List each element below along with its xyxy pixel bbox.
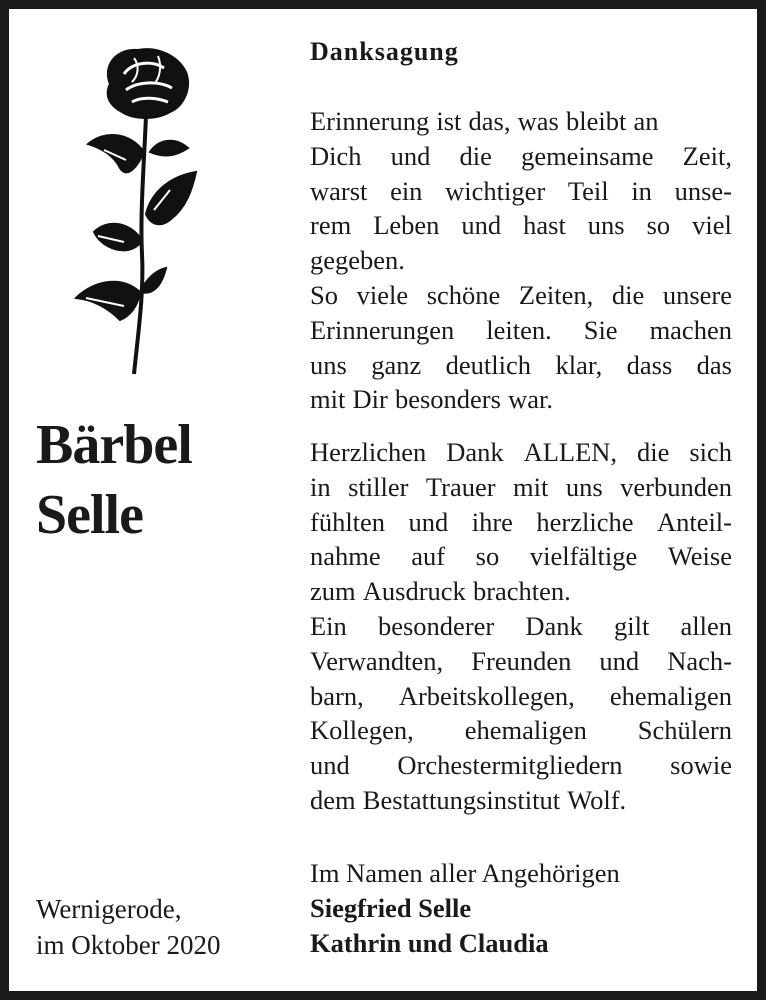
p2-line: zum Ausdruck brachten. <box>310 576 571 607</box>
rose-icon <box>74 44 198 376</box>
p1-line: mit Dir besonders war. <box>310 384 553 415</box>
p1-line: Dich und die gemeinsame Zeit, <box>310 140 732 171</box>
p1-line: uns ganz deutlich klar, dass das <box>310 349 732 380</box>
p1-line: So viele schöne Zeiten, die unsere <box>310 279 732 310</box>
paragraph-remembrance <box>310 104 732 417</box>
place-date <box>36 891 220 963</box>
p2-line: dem Bestattungsinstitut Wolf. <box>310 784 627 815</box>
date-line: im Oktober 2020 <box>36 930 221 960</box>
signature-name-2: Kathrin und Claudia <box>310 928 549 958</box>
deceased-first-name: Bärbel <box>36 414 192 476</box>
deceased-name <box>36 410 192 550</box>
p1-line: Erinnerungen leiten. Sie machen <box>310 314 732 345</box>
p2-line: fühlten und ihre herzliche Anteil- <box>310 506 732 537</box>
signature-name-1: Siegfried Selle <box>310 893 472 923</box>
p1-line: warst ein wichtiger Teil in unse- <box>310 175 732 206</box>
p2-line: und Orchestermitgliedern sowie <box>310 750 732 781</box>
paragraph-thanks <box>310 435 732 818</box>
p2-line: nahme auf so vielfältige Weise <box>310 541 732 572</box>
signature-intro: Im Namen aller Angehörigen <box>310 858 620 888</box>
p2-line: Verwandten, Freunden und Nach- <box>310 645 732 676</box>
deceased-last-name: Selle <box>36 484 143 546</box>
p1-line: gegeben. <box>310 245 405 276</box>
place-line: Wernigerode, <box>36 894 182 924</box>
p1-line: rem Leben und hast uns so viel <box>310 210 732 241</box>
p2-line: Ein besonderer Dank gilt allen <box>310 610 732 641</box>
signature-block <box>310 856 620 961</box>
p2-line: in stiller Trauer mit uns verbunden <box>310 471 732 502</box>
p2-line: barn, Arbeitskollegen, ehemaligen <box>310 680 732 711</box>
notice-heading: Danksagung <box>310 37 459 66</box>
p1-line: Erinnerung ist das, was bleibt an <box>310 106 659 136</box>
p2-line: Herzlichen Dank ALLEN, die sich <box>310 437 732 467</box>
p2-line: Kollegen, ehemaligen Schülern <box>310 715 732 746</box>
